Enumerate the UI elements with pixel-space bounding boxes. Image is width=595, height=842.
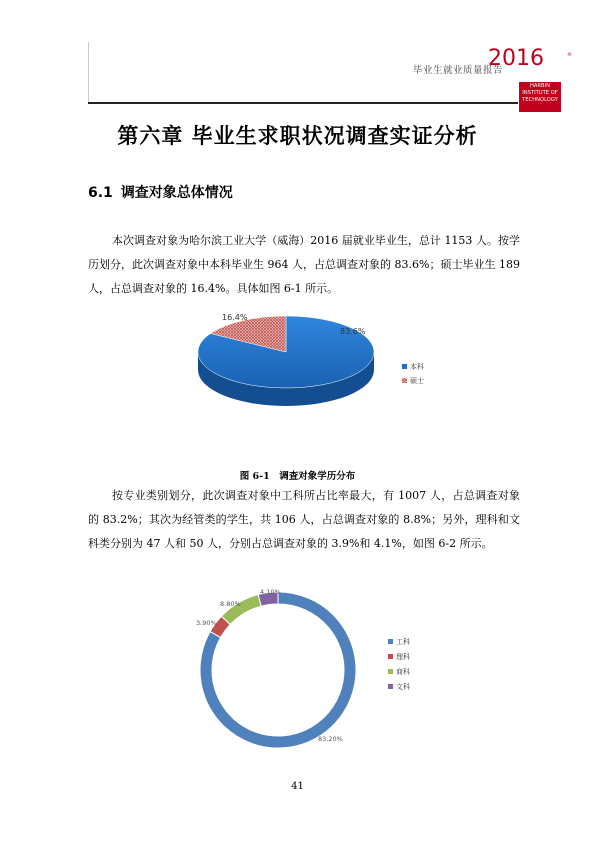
data-label: 83.20% bbox=[318, 735, 343, 743]
legend-swatch bbox=[388, 669, 393, 674]
legend-label: 商科 bbox=[396, 668, 410, 676]
legend-label: 理科 bbox=[396, 653, 410, 661]
page-number: 41 bbox=[291, 781, 304, 792]
legend-swatch bbox=[388, 654, 393, 659]
report-title: 毕业生就业质量报告 bbox=[413, 65, 504, 76]
education-pie-chart bbox=[190, 308, 450, 430]
legend-label: 硕士 bbox=[410, 377, 424, 385]
data-label: 3.90% bbox=[196, 619, 217, 627]
legend-swatch bbox=[402, 378, 407, 383]
figure-caption: 图 6-1 调查对象学历分布 bbox=[239, 471, 356, 482]
data-label: 8.80% bbox=[220, 600, 241, 608]
header-divider-vertical bbox=[88, 42, 89, 102]
university-logo-badge bbox=[519, 82, 561, 112]
legend-label: 文科 bbox=[396, 683, 410, 691]
report-year: 2016 bbox=[488, 46, 544, 71]
badge-line: TECHNOLOGY bbox=[522, 97, 558, 103]
legend-swatch bbox=[402, 364, 407, 369]
data-label: 83.6% bbox=[340, 327, 366, 336]
major-donut-chart bbox=[188, 582, 438, 752]
section-number: 6.1 bbox=[88, 185, 113, 201]
legend-swatch bbox=[388, 639, 393, 644]
section-heading bbox=[88, 182, 233, 202]
data-label: 4.10% bbox=[260, 588, 281, 596]
chapter-title: 第六章 毕业生求职状况调查实证分析 bbox=[117, 124, 478, 148]
section-title: 调查对象总体情况 bbox=[120, 185, 233, 201]
registered-mark: ® bbox=[567, 52, 572, 58]
badge-line: HARBIN bbox=[529, 83, 551, 89]
header-divider-horizontal bbox=[88, 102, 518, 104]
badge-line: INSTITUTE OF bbox=[522, 90, 558, 96]
paragraph: 本次调查对象为哈尔滨工业大学（威海）2016 届就业毕业生，总计 1153 人。按学历划分，此次调查对象中本科毕业生 964 人，占总调查对象的 83.6%；硕士毕业生 189 人，占总调查对象的 16.4%。具体如图 6-1 所示。 bbox=[88, 234, 520, 295]
legend-label: 本科 bbox=[410, 363, 424, 371]
legend-swatch bbox=[388, 684, 393, 689]
data-label: 16.4% bbox=[222, 313, 248, 322]
paragraph: 按专业类别划分，此次调查对象中工科所占比率最大，有 1007 人，占总调查对象的 83.2%；其次为经管类的学生，共 106 人，占总调查对象的 8.8%；另外，理科和文科类分别为 47 人和 50 人，分别占总调查对象的 3.9%和 4.1%，如图 6-2 所示。 bbox=[88, 489, 520, 550]
legend-label: 工科 bbox=[396, 638, 410, 646]
